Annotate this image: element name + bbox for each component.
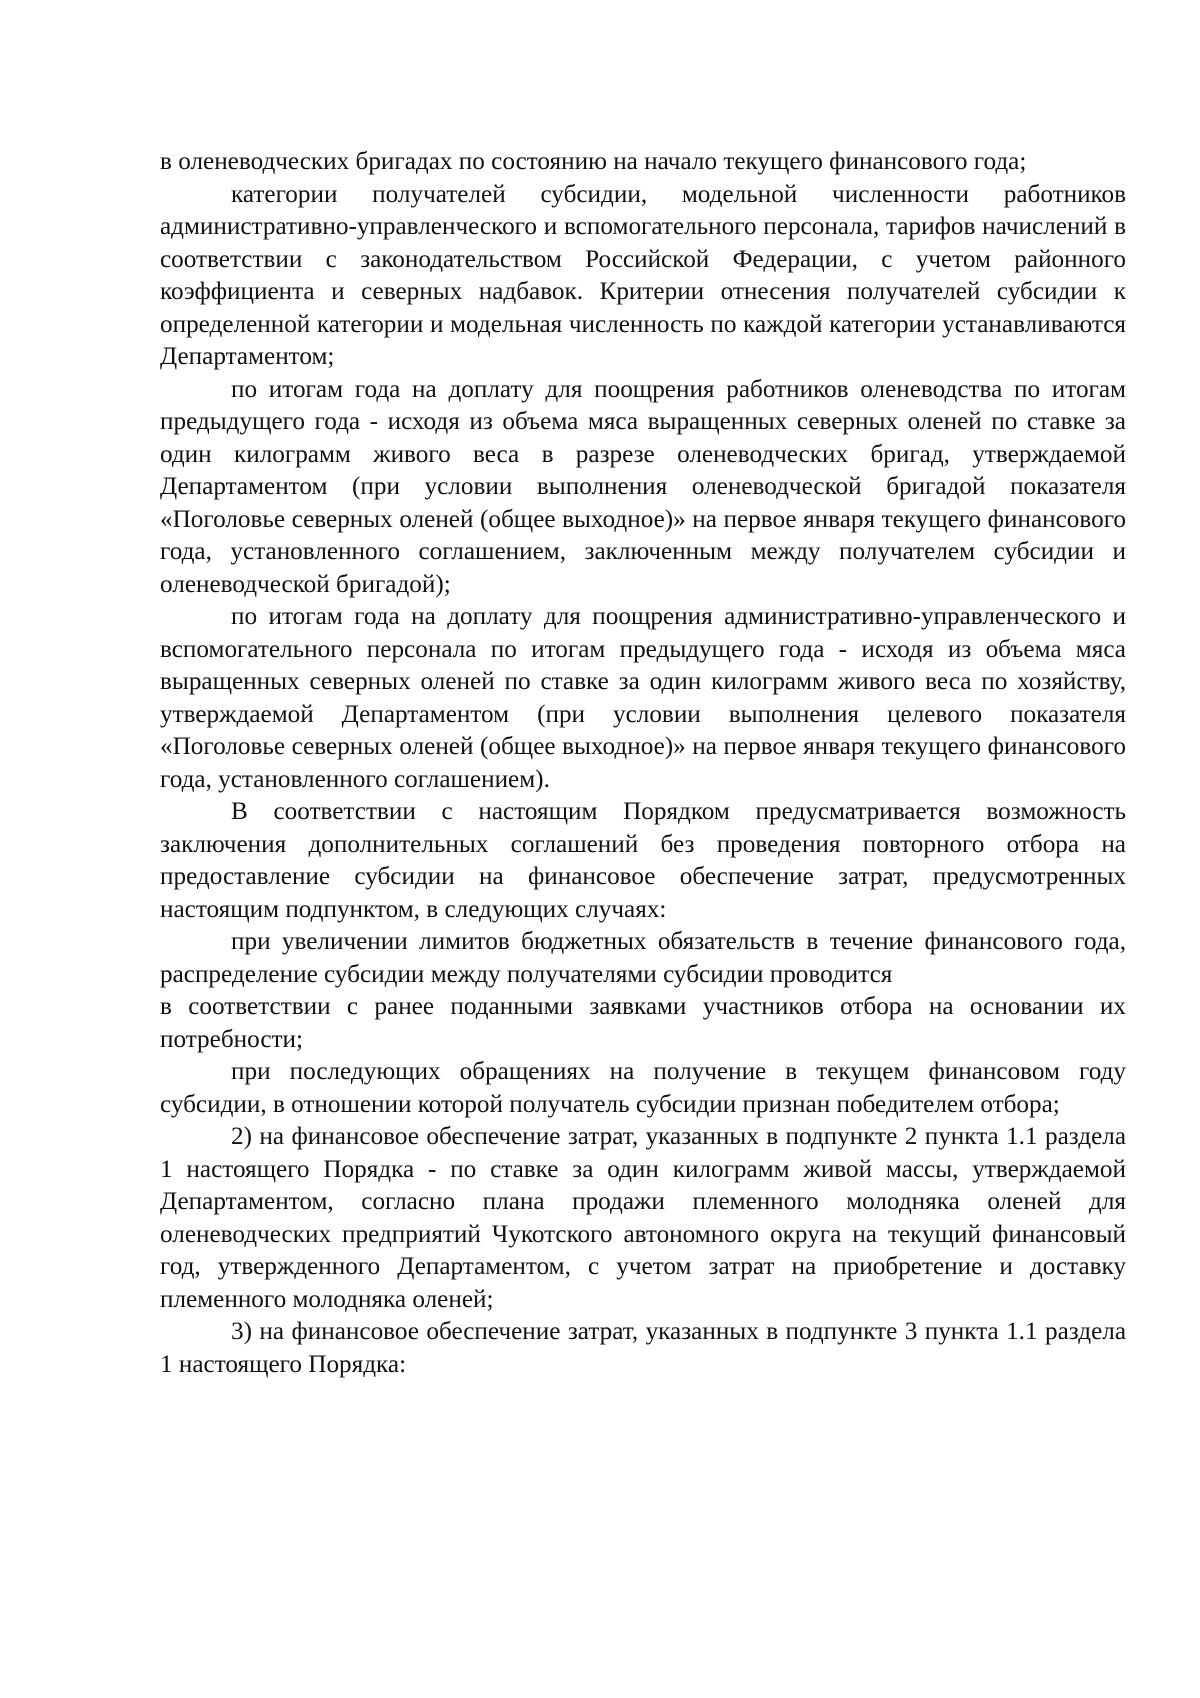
paragraph-9: 2) на финансовое обеспечение затрат, указанных в подпункте 2 пункта 1.1 раздела 1 настоящего Порядка - по ставке за один килограмм живой массы, утверждаемой Департаментом, согласно плана продажи племенного молодняка оленей для оленеводческих предприятий Чукотского автономного округа на текущий финансовый год, утвержденного Департаментом, с учетом затрат на приобретение и доставку племенного молодняка оленей; [160,1123,1126,1313]
paragraph-6: при увеличении лимитов бюджетных обязательств в течение финансового года, распределение субсидии между получателями субсидии проводится [160,928,1126,988]
paragraph-10: 3) на финансовое обеспечение затрат, указанных в подпункте 3 пункта 1.1 раздела 1 настоящего Порядка: [160,1318,1126,1378]
paragraph-5: В соответствии с настоящим Порядком предусматривается возможность заключения дополнительных соглашений без проведения повторного отбора на предоставление субсидии на финансовое обеспечение затрат, предусмотренных настоящим подпунктом, в следующих случаях: [160,798,1126,923]
paragraph-7: в соответствии с ранее поданными заявками участников отбора на основании их потребности; [160,993,1126,1053]
paragraph-2: категории получателей субсидии, модельной численности работников административно-управленческого и вспомогательного персонала, тарифов начислений в соответствии с законодательством Российской Федерации, с учетом районного коэффициента и северных надбавок. Критерии отнесения получателей субсидии к определенной категории и модельная численность по каждой категории устанавливаются Департаментом; [160,180,1126,370]
paragraph-4: по итогам года на доплату для поощрения административно-управленческого и вспомогательного персонала по итогам предыдущего года - исходя из объема мяса выращенных северных оленей по ставке за один килограмм живого веса по хозяйству, утверждаемой Департаментом (при условии выполнения целевого показателя «Поголовье северных оленей (общее выходное)» на первое января текущего финансового года, установленного соглашением). [160,603,1126,793]
paragraph-1: в оленеводческих бригадах по состоянию на начало текущего финансового года; [160,148,1027,175]
paragraph-3: по итогам года на доплату для поощрения работников оленеводства по итогам предыдущего года - исходя из объема мяса выращенных северных оленей по ставке за один килограмм живого веса в разрезе оленеводческих бригад, утверждаемой Департаментом (при условии выполнения оленеводческой бригадой показателя «Поголовье северных оленей (общее выходное)» на первое января текущего финансового года, установленного соглашением, заключенным между получателем субсидии и оленеводческой бригадой); [160,375,1126,598]
document-page [160,146,1126,1381]
paragraph-8: при последующих обращениях на получение в текущем финансовом году субсидии, в отношении которой получатель субсидии признан победителем отбора; [160,1058,1126,1118]
